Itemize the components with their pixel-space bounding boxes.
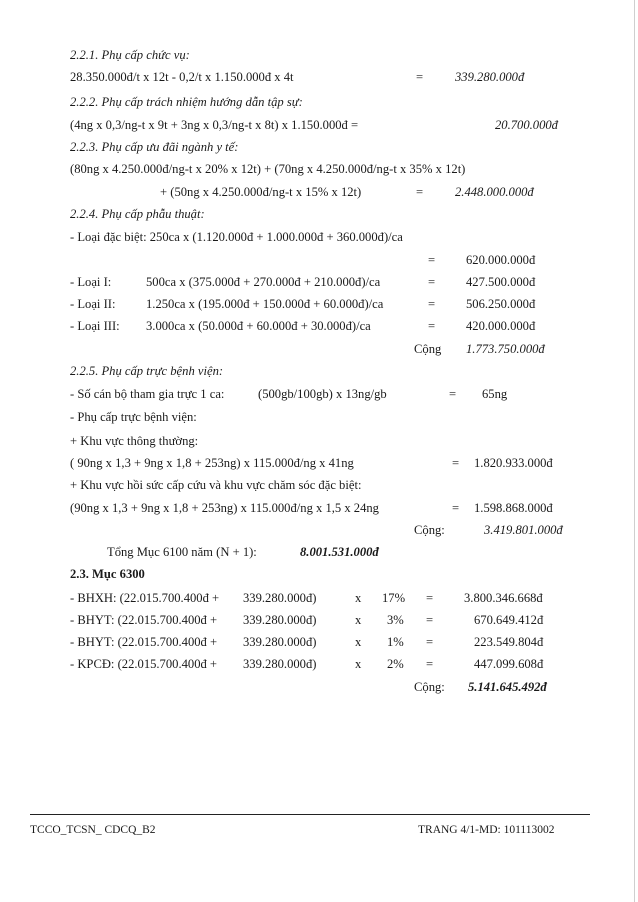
amount-bhyt-2: 223.549.804đ bbox=[474, 635, 544, 649]
scan-edge bbox=[634, 0, 635, 902]
footer-rule bbox=[30, 814, 590, 815]
icu-area-total: 1.598.868.000đ bbox=[474, 501, 553, 515]
row-label-kpcd: - KPCĐ: (22.015.700.400đ + bbox=[70, 657, 218, 671]
row-formula-type-3: 3.000ca x (50.000đ + 60.000đ + 30.000đ)/ca bbox=[146, 319, 371, 333]
row-label-type-1: - Loại I: bbox=[70, 275, 112, 289]
equals-sign: = bbox=[452, 501, 460, 515]
total-2-2-2: 20.700.000đ bbox=[495, 118, 558, 132]
row-label-type-3: - Loại III: bbox=[70, 319, 120, 333]
staff-label: - Số cán bộ tham gia trực 1 ca: bbox=[70, 387, 225, 401]
footer-doc-code: TCCO_TCSN_ CDCQ_B2 bbox=[30, 824, 156, 836]
total-2-2-3: 2.448.000.000đ bbox=[455, 185, 534, 199]
amount-bhyt: 670.649.412đ bbox=[474, 613, 544, 627]
row-base-bhyt: 339.280.000đ) bbox=[243, 613, 317, 627]
equals-sign: = bbox=[416, 185, 424, 199]
equals-sign: = bbox=[426, 635, 434, 649]
equals-sign: = bbox=[426, 613, 434, 627]
sum-label-2-3: Cộng: bbox=[414, 680, 445, 694]
rate-bhyt-2: 1% bbox=[387, 635, 404, 649]
allowance-label: - Phụ cấp trực bệnh viện: bbox=[70, 410, 197, 424]
sum-label-2-2-5: Cộng: bbox=[414, 523, 445, 537]
section-heading-2-3: 2.3. Mục 6300 bbox=[70, 567, 145, 581]
multiply-sign: x bbox=[355, 657, 362, 671]
grand-total-value: 8.001.531.000đ bbox=[300, 545, 379, 559]
formula-2-2-1: 28.350.000đ/t x 12t - 0,2/t x 1.150.000đ x 4t bbox=[70, 70, 294, 84]
amount-bhxh: 3.800.346.668đ bbox=[464, 591, 543, 605]
footer-page-info: TRANG 4/1-MD: 101113002 bbox=[418, 824, 555, 836]
equals-sign: = bbox=[416, 70, 424, 84]
formula-special: - Loại đặc biệt: 250ca x (1.120.000đ + 1.000.000đ + 360.000đ)/ca bbox=[70, 230, 403, 244]
formula-2-2-2: (4ng x 0,3/ng-t x 9t + 3ng x 0,3/ng-t x 8t) x 1.150.000đ = bbox=[70, 118, 359, 132]
rate-kpcd: 2% bbox=[387, 657, 404, 671]
multiply-sign: x bbox=[355, 635, 362, 649]
sum-label-2-2-4: Cộng bbox=[414, 342, 442, 356]
rate-bhxh: 17% bbox=[382, 591, 406, 605]
row-label-bhyt-2: - BHYT: (22.015.700.400đ + bbox=[70, 635, 218, 649]
equals-sign: = bbox=[428, 319, 436, 333]
row-total-type-1: 427.500.000đ bbox=[466, 275, 536, 289]
section-heading-2-2-2: 2.2.2. Phụ cấp trách nhiệm hướng dẫn tập sự: bbox=[70, 95, 303, 109]
row-formula-type-2: 1.250ca x (195.000đ + 150.000đ + 60.000đ)/ca bbox=[146, 297, 384, 311]
rate-bhyt: 3% bbox=[387, 613, 404, 627]
equals-sign: = bbox=[428, 253, 436, 267]
sum-total-2-3: 5.141.645.492đ bbox=[468, 680, 547, 694]
row-base-bhxh: 339.280.000đ) bbox=[243, 591, 317, 605]
row-label-bhxh: - BHXH: (22.015.700.400đ + bbox=[70, 591, 220, 605]
multiply-sign: x bbox=[355, 613, 362, 627]
formula-2-2-3-line2: + (50ng x 4.250.000đ/ng-t x 15% x 12t) bbox=[160, 185, 362, 199]
section-heading-2-2-5: 2.2.5. Phụ cấp trực bệnh viện: bbox=[70, 364, 224, 378]
row-base-bhyt-2: 339.280.000đ) bbox=[243, 635, 317, 649]
staff-formula: (500gb/100gb) x 13ng/gb bbox=[258, 387, 387, 401]
normal-area-label: + Khu vực thông thường: bbox=[70, 434, 199, 448]
section-heading-2-2-3: 2.2.3. Phụ cấp ưu đãi ngành y tế: bbox=[70, 140, 239, 154]
staff-total: 65ng bbox=[482, 387, 508, 401]
equals-sign: = bbox=[449, 387, 457, 401]
formula-2-2-3-line1: (80ng x 4.250.000đ/ng-t x 20% x 12t) + (70ng x 4.250.000đ/ng-t x 35% x 12t) bbox=[70, 162, 466, 176]
amount-kpcd: 447.099.608đ bbox=[474, 657, 544, 671]
section-heading-2-2-4: 2.2.4. Phụ cấp phẫu thuật: bbox=[70, 207, 205, 221]
equals-sign: = bbox=[426, 591, 434, 605]
equals-sign: = bbox=[452, 456, 460, 470]
grand-total-label: Tổng Mục 6100 năm (N + 1): bbox=[107, 545, 257, 559]
icu-area-formula: (90ng x 1,3 + 9ng x 1,8 + 253ng) x 115.000đ/ng x 1,5 x 24ng bbox=[70, 501, 379, 515]
row-total-type-3: 420.000.000đ bbox=[466, 319, 536, 333]
icu-area-label: + Khu vực hồi sức cấp cứu và khu vực chăm sóc đặc biệt: bbox=[70, 478, 362, 492]
equals-sign: = bbox=[426, 657, 434, 671]
section-heading-2-2-1: 2.2.1. Phụ cấp chức vụ: bbox=[70, 48, 190, 62]
total-special: 620.000.000đ bbox=[466, 253, 536, 267]
multiply-sign: x bbox=[355, 591, 362, 605]
row-label-bhyt: - BHYT: (22.015.700.400đ + bbox=[70, 613, 218, 627]
row-base-kpcd: 339.280.000đ) bbox=[243, 657, 317, 671]
normal-area-formula: ( 90ng x 1,3 + 9ng x 1,8 + 253ng) x 115.000đ/ng x 41ng bbox=[70, 456, 354, 470]
normal-area-total: 1.820.933.000đ bbox=[474, 456, 553, 470]
row-label-type-2: - Loại II: bbox=[70, 297, 116, 311]
sum-total-2-2-4: 1.773.750.000đ bbox=[466, 342, 545, 356]
equals-sign: = bbox=[428, 297, 436, 311]
row-total-type-2: 506.250.000đ bbox=[466, 297, 536, 311]
row-formula-type-1: 500ca x (375.000đ + 270.000đ + 210.000đ)/ca bbox=[146, 275, 381, 289]
total-2-2-1: 339.280.000đ bbox=[455, 70, 525, 84]
sum-total-2-2-5: 3.419.801.000đ bbox=[484, 523, 563, 537]
equals-sign: = bbox=[428, 275, 436, 289]
